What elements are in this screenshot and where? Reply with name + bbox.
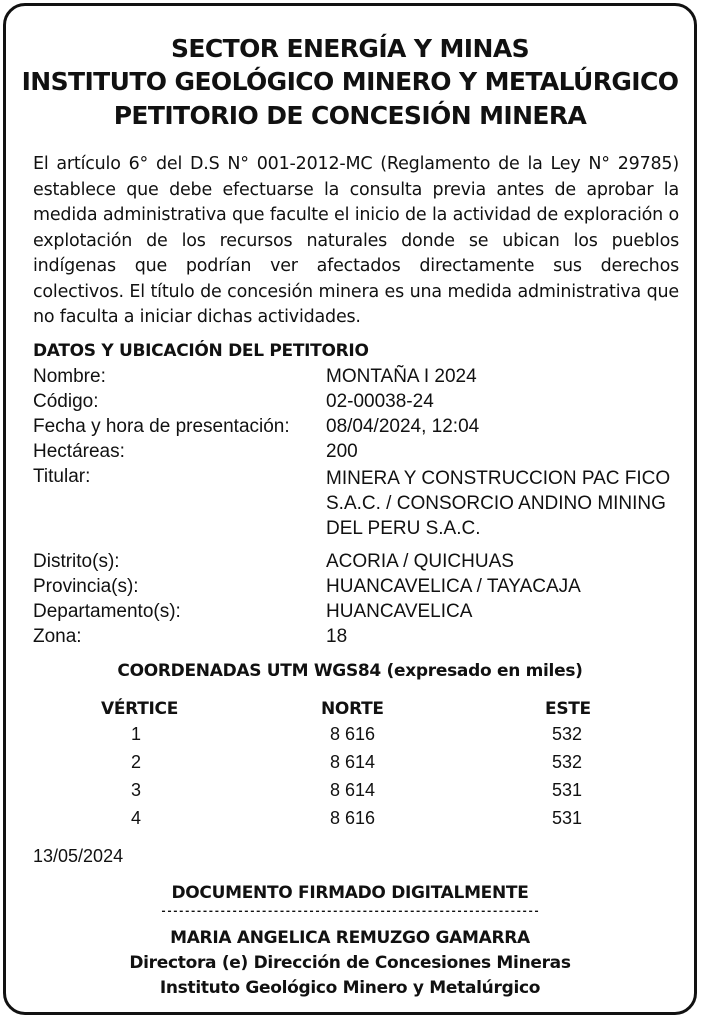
publication-date: 13/05/2024 <box>33 846 124 866</box>
signature-divider: ---------------------------------------------------------------- <box>160 906 540 917</box>
nombre-label: Nombre: <box>33 366 106 387</box>
vertice-cell: 3 <box>131 780 142 800</box>
distrito-value: ACORIA / QUICHUAS <box>326 551 514 572</box>
vertice-cell: 2 <box>131 752 142 772</box>
codigo-label: Código: <box>33 391 99 412</box>
titular-line-1: MINERA Y CONSTRUCCION PAC FICO <box>326 468 671 489</box>
zona-value: 18 <box>326 626 348 647</box>
codigo-value: 02-00038-24 <box>326 391 434 412</box>
intro-paragraph: El artículo 6° del D.S N° 001-2012-MC (Reglamento de la Ley N° 29785) establece que debe efectuarse la consulta previa antes de aprobar la medida administrativa que faculte el inicio de la actividad de exploración o explotación de los recursos naturales donde se ubican los pueblos indígenas que podrían ver afectados directamente sus derechos colectivos. El título de concesión minera es una medida administrativa que no faculta a iniciar dichas actividades. <box>33 154 679 327</box>
distrito-label: Distrito(s): <box>33 551 120 572</box>
zona-label: Zona: <box>33 626 82 647</box>
este-cell: 532 <box>552 724 583 744</box>
provincia-label: Provincia(s): <box>33 576 139 597</box>
signed-document-label: DOCUMENTO FIRMADO DIGITALMENTE <box>171 883 529 903</box>
header-sector: SECTOR ENERGÍA Y MINAS <box>171 34 529 63</box>
hectareas-value: 200 <box>326 441 358 462</box>
fecha-label: Fecha y hora de presentación: <box>33 416 290 437</box>
notice-page <box>3 3 697 1015</box>
norte-cell: 8 616 <box>330 724 376 744</box>
norte-cell: 8 616 <box>330 808 376 828</box>
signer-name: MARIA ANGELICA REMUZGO GAMARRA <box>170 928 530 948</box>
header-title: PETITORIO DE CONCESIÓN MINERA <box>113 101 587 130</box>
norte-cell: 8 614 <box>330 752 376 772</box>
header-este: ESTE <box>545 699 591 719</box>
header-norte: NORTE <box>321 699 384 719</box>
nombre-value: MONTAÑA I 2024 <box>326 366 477 387</box>
este-cell: 532 <box>552 752 583 772</box>
datos-section-title: DATOS Y UBICACIÓN DEL PETITORIO <box>33 341 369 361</box>
este-cell: 531 <box>552 808 583 828</box>
coordenadas-title: COORDENADAS UTM WGS84 (expresado en miles) <box>117 661 583 681</box>
signer-institution: Instituto Geológico Minero y Metalúrgico <box>159 978 541 998</box>
vertice-cell: 4 <box>131 808 142 828</box>
header-institute: INSTITUTO GEOLÓGICO MINERO Y METALÚRGICO <box>21 67 679 96</box>
titular-line-3: DEL PERU S.A.C. <box>326 518 481 539</box>
este-cell: 531 <box>552 780 583 800</box>
hectareas-label: Hectáreas: <box>33 441 125 462</box>
titular-value <box>326 466 670 541</box>
departamento-value: HUANCAVELICA <box>326 601 473 622</box>
fecha-value: 08/04/2024, 12:04 <box>326 416 480 437</box>
provincia-value: HUANCAVELICA / TAYACAJA <box>326 576 581 597</box>
titular-line-2: S.A.C. / CONSORCIO ANDINO MINING <box>326 493 666 514</box>
titular-label: Titular: <box>33 466 91 487</box>
departamento-label: Departamento(s): <box>33 601 181 622</box>
signer-position: Directora (e) Dirección de Concesiones Mineras <box>129 953 571 973</box>
norte-cell: 8 614 <box>330 780 376 800</box>
vertice-cell: 1 <box>131 724 142 744</box>
header-vertice: VÉRTICE <box>101 699 179 719</box>
